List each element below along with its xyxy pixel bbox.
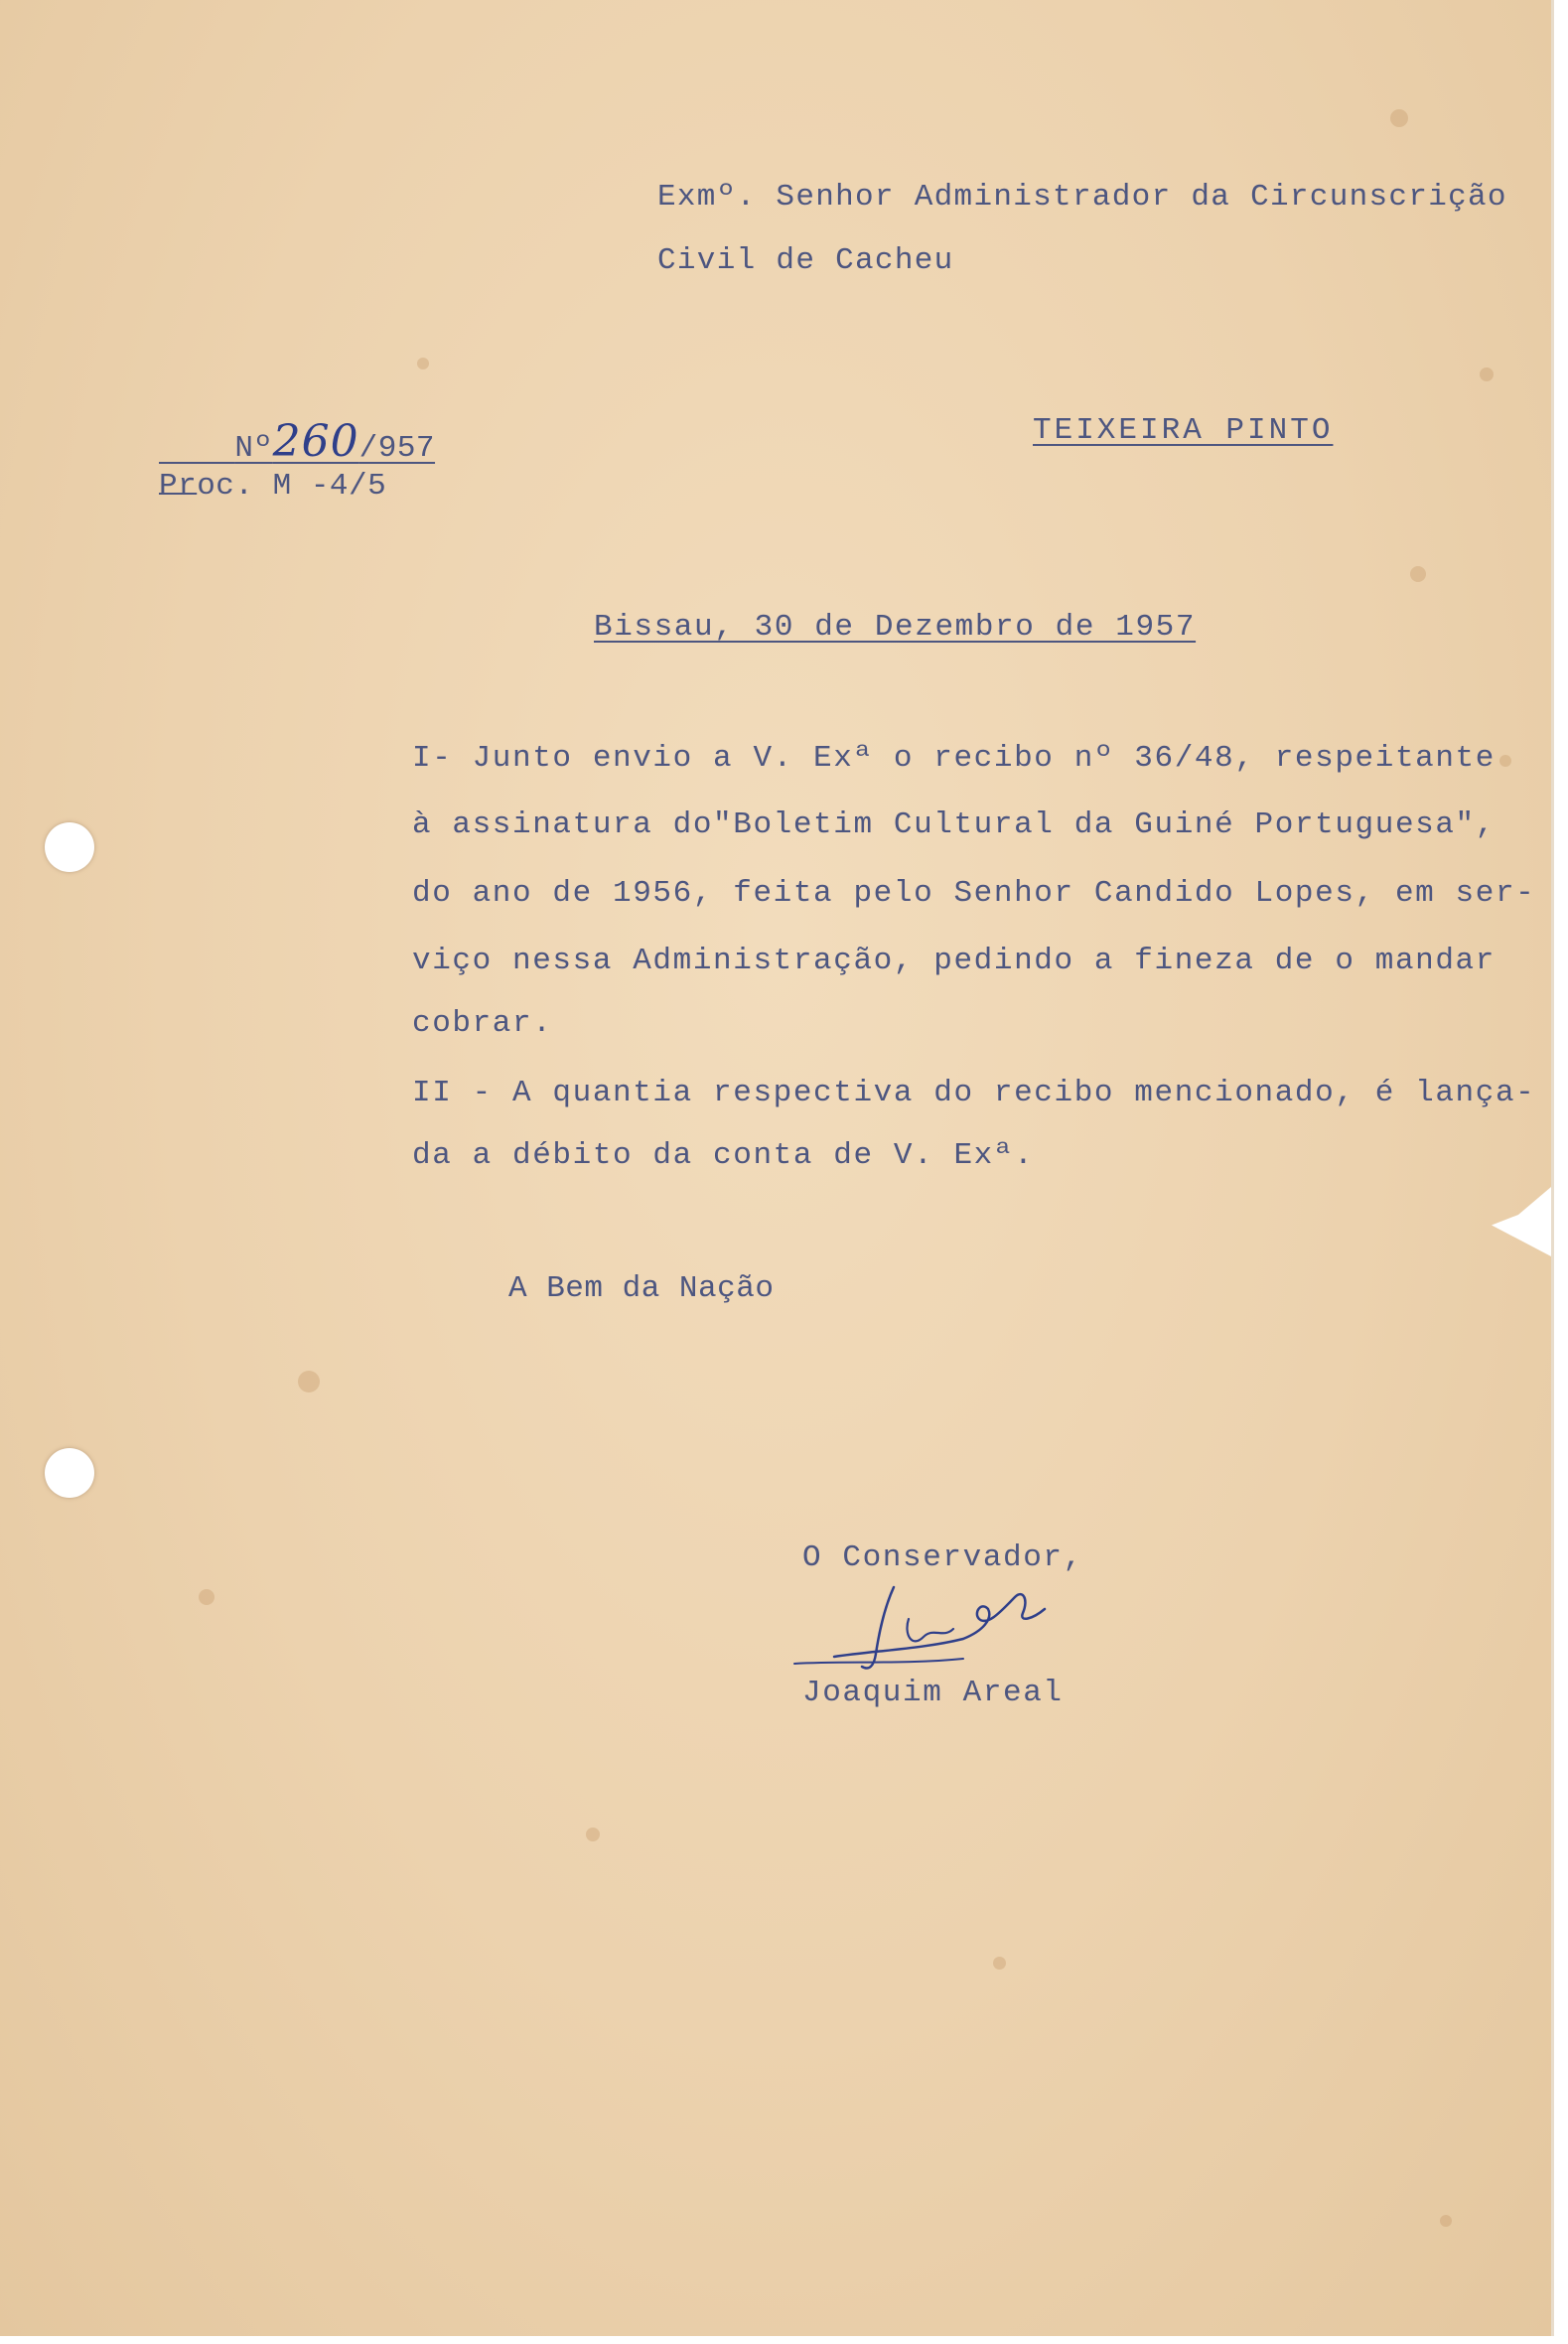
addressee-line-2: Civil de Cacheu: [657, 243, 954, 278]
stain: [1410, 566, 1426, 582]
stain: [298, 1371, 320, 1392]
stain: [1499, 755, 1511, 767]
location-heading: TEIXEIRA PINTO: [1033, 413, 1334, 448]
body-line: do ano de 1956, feita pelo Senhor Candido Lopes, em ser-: [412, 876, 1536, 911]
addressee-line-1: Exmº. Senhor Administrador da Circunscrição: [657, 180, 1507, 215]
date-line: Bissau, 30 de Dezembro de 1957: [594, 610, 1197, 645]
signatory-title: O Conservador,: [802, 1540, 1083, 1575]
body-line: à assinatura do"Boletim Cultural da Guiné Portuguesa",: [412, 807, 1496, 842]
number-suffix: /957: [358, 431, 436, 466]
torn-edge: [1492, 1187, 1551, 1256]
body-line: II - A quantia respectiva do recibo mencionado, é lança-: [412, 1076, 1536, 1110]
signatory-name: Joaquim Areal: [802, 1676, 1064, 1710]
handwritten-number: 260: [272, 416, 359, 467]
stain: [1480, 367, 1494, 381]
stain: [586, 1828, 600, 1841]
punch-hole: [45, 822, 94, 872]
stain: [199, 1589, 214, 1605]
closing-salutation: A Bem da Nação: [508, 1271, 775, 1306]
signature-stroke: [834, 1587, 1045, 1668]
body-line: viço nessa Administração, pedindo a fineza de o mandar: [412, 944, 1496, 978]
stain: [417, 358, 429, 369]
punch-hole: [45, 1448, 94, 1498]
body-line: da a débito da conta de V. Exª.: [412, 1138, 1035, 1173]
stain: [1440, 2215, 1452, 2227]
process-reference: Proc. M -4/5: [159, 469, 387, 504]
handwritten-signature: [784, 1579, 1082, 1688]
signature-stroke: [907, 1619, 953, 1641]
signature-underline: [794, 1659, 963, 1664]
stain: [993, 1957, 1006, 1970]
body-line: I- Junto envio a V. Exª o recibo nº 36/48, respeitante: [412, 741, 1496, 776]
number-prefix: Nº: [234, 431, 273, 466]
stain: [1390, 109, 1408, 127]
body-line: cobrar.: [412, 1006, 553, 1041]
